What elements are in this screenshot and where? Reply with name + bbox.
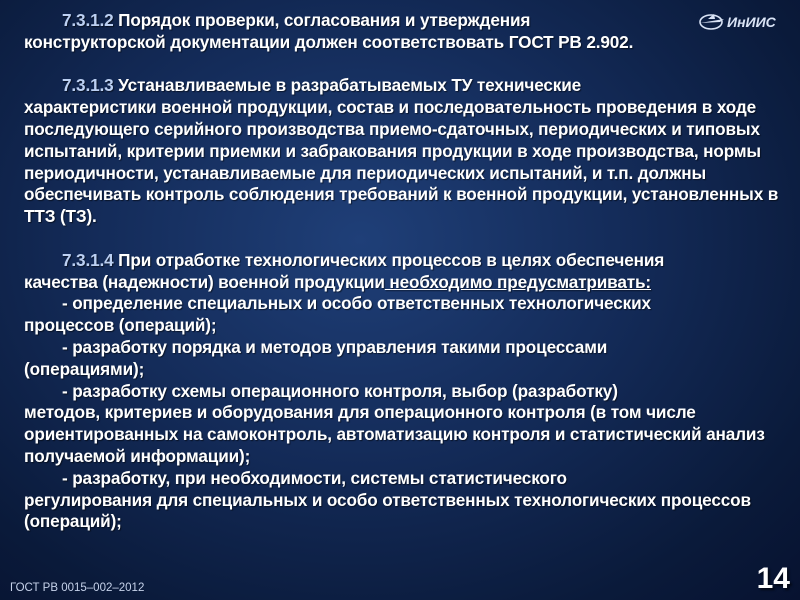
- list-item: - определение специальных и особо ответственных технологических: [62, 293, 651, 314]
- list-item: - разработку схемы операционного контроля, выбор (разработку): [62, 380, 618, 401]
- section-number: 7.3.1.2: [62, 10, 114, 30]
- list-item: - разработку, при необходимости, системы статистического: [62, 467, 567, 488]
- section-7-3-1-2: [24, 10, 784, 54]
- list-item-continuation: методов, критериев и оборудования для операционного контроля (в том числе ориентированных на самоконтроль, автоматизацию контроля и статистический анализ получаемой информации);: [24, 402, 765, 466]
- section-text: Порядок проверки, согласования и утверждения: [113, 10, 531, 30]
- section-number: 7.3.1.3: [62, 75, 114, 96]
- section-text: необходимо предусматривать:: [384, 271, 651, 292]
- list-item-continuation: процессов (операций);: [24, 315, 217, 336]
- section-text: конструкторской документации должен соответствовать ГОСТ РВ 2.902.: [24, 31, 634, 52]
- section-text: Устанавливаемые в разрабатываемых ТУ технические: [113, 75, 582, 96]
- document-body: [24, 10, 784, 555]
- list-item-continuation: (операциями);: [24, 358, 145, 379]
- section-7-3-1-3: [24, 75, 784, 228]
- section-7-3-1-4: [24, 250, 784, 533]
- section-text: качества (надежности) военной продукции: [24, 271, 385, 292]
- section-text: При отработке технологических процессов в целях обеспечения: [113, 249, 665, 270]
- list-item-continuation: регулирования для специальных и особо ответственных технологических процессов (операций);: [24, 489, 751, 532]
- logo-text: ИнИИС: [727, 14, 776, 30]
- footer-standard: ГОСТ РВ 0015–002–2012: [10, 582, 145, 594]
- list-item: - разработку порядка и методов управления такими процессами: [62, 336, 608, 357]
- section-number: 7.3.1.4: [62, 249, 114, 270]
- section-text: характеристики военной продукции, состав и последовательность проведения в ходе последующего серийного производства приемо-сдаточных, периодических и типовых испытаний, критерии приемки и забракования продукции в ходе производства, нормы периодичности, устанавливаемые для периодических испытаний, и т.п. должны обеспечивать контроль соблюдения требований к военной продукции, установленных в ТТЗ (ТЗ).: [24, 97, 779, 227]
- page-number: 14: [756, 562, 790, 595]
